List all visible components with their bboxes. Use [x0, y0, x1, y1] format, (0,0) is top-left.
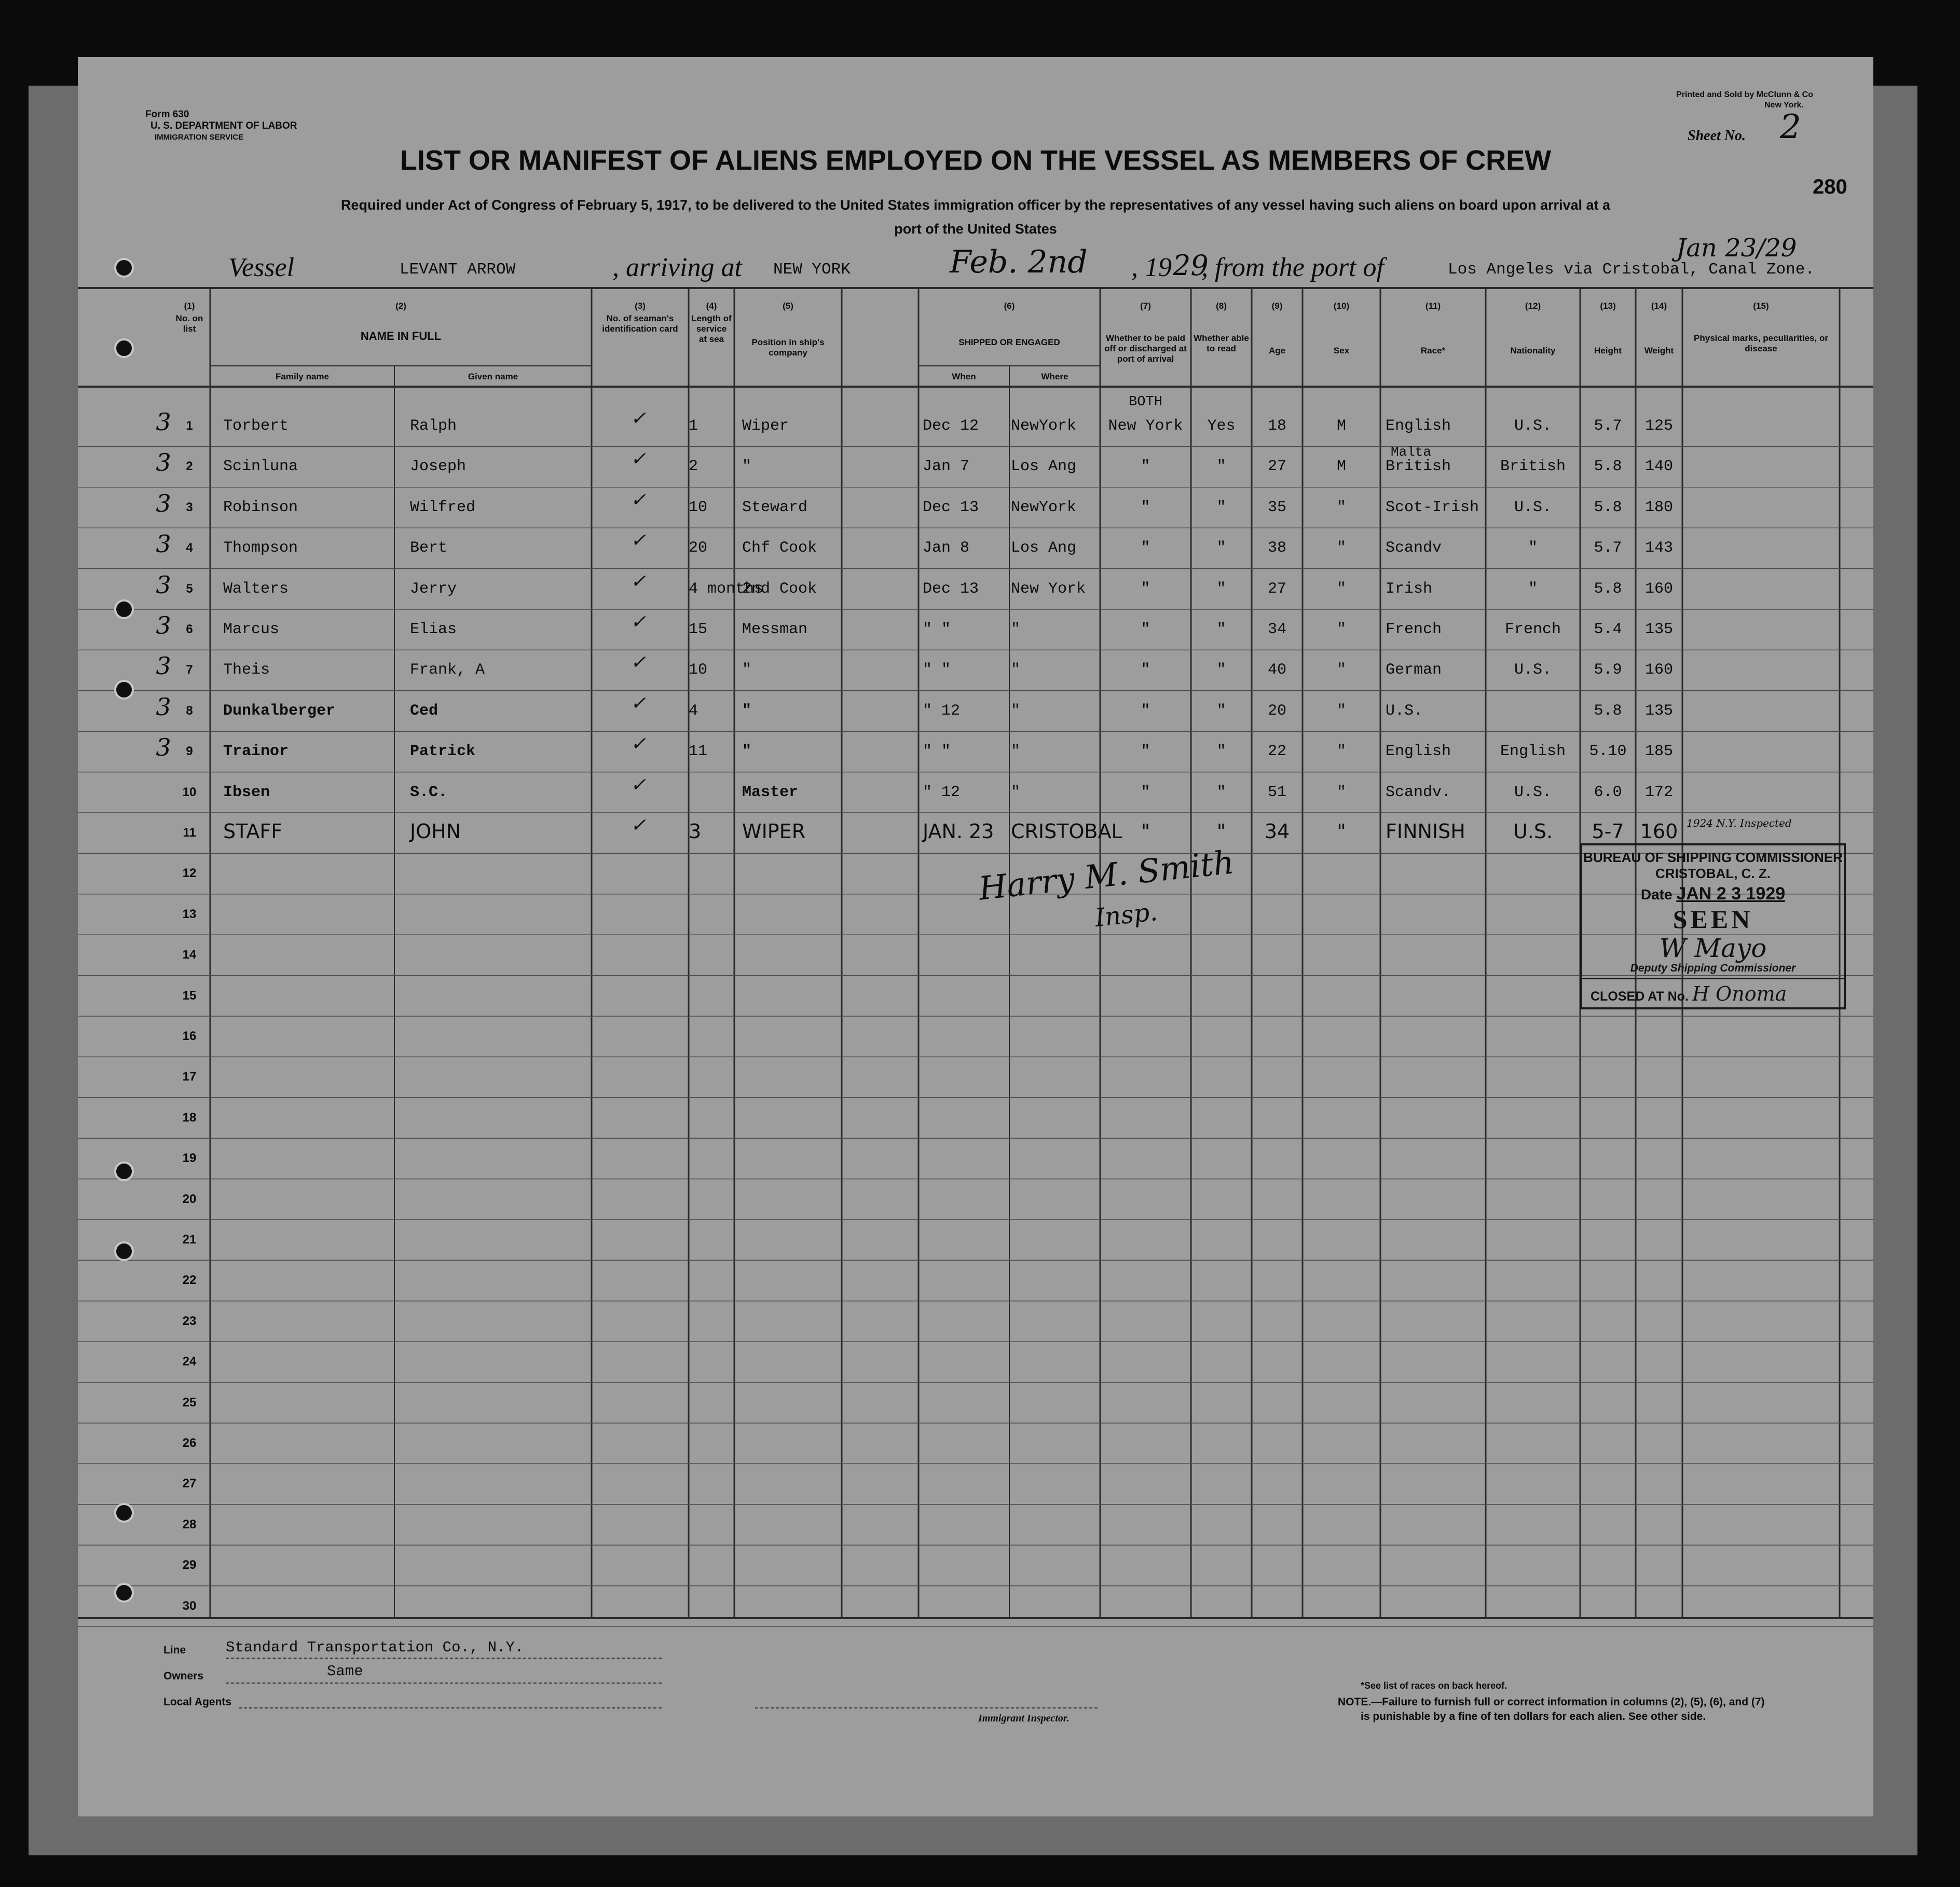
cell-read: " — [1216, 498, 1226, 516]
row-number: 22 — [182, 1273, 197, 1288]
cell-sex: M — [1336, 417, 1346, 435]
row-tick-mark: 3 — [156, 570, 171, 599]
cell-discharge: " — [1141, 702, 1150, 720]
cell-where: " — [1011, 661, 1021, 679]
cell-read: " — [1216, 580, 1226, 598]
cell-race: Irish — [1386, 580, 1433, 598]
stamp-closed-value: H Onoma — [1692, 982, 1787, 1005]
row-tick-mark: 3 — [156, 692, 171, 721]
col-name-header: NAME IN FULL — [360, 330, 442, 343]
col-marks-header: Physical marks, peculiarities, or disease — [1694, 333, 1828, 353]
cell-read: Yes — [1207, 417, 1236, 435]
cell-age: 27 — [1267, 580, 1286, 598]
col-shipped-num: (6) — [1004, 301, 1015, 311]
agents-rule — [239, 1707, 662, 1708]
cell-nationality: U.S. — [1514, 783, 1552, 801]
cell-service: 4 — [689, 702, 698, 720]
stamp-seen: SEEN — [1673, 905, 1753, 934]
cell-race: Scot-Irish — [1386, 498, 1479, 516]
cell-marks: 1924 N.Y. Inspected — [1687, 817, 1792, 829]
col-sex-header: Sex — [1333, 346, 1350, 355]
cell-where: NewYork — [1011, 417, 1077, 435]
cell-sex: " — [1336, 743, 1346, 761]
cell-read: " — [1216, 783, 1226, 801]
check-mark-icon: ✓ — [630, 611, 647, 633]
cell-weight: 160 — [1644, 661, 1673, 679]
cell-discharge: New York — [1108, 417, 1183, 435]
cell-read: " — [1216, 458, 1226, 476]
col-shipped-header: SHIPPED OR ENGAGED — [958, 337, 1060, 347]
cell-sex: M — [1336, 458, 1346, 476]
check-mark-icon: ✓ — [630, 408, 647, 429]
check-mark-icon: ✓ — [630, 774, 647, 796]
cell-height: 5.9 — [1594, 661, 1622, 679]
stamp-closed-label: CLOSED AT No. — [1591, 989, 1689, 1004]
cell-age: 38 — [1267, 539, 1286, 557]
row-number: 24 — [182, 1355, 197, 1369]
line-value: Standard Transportation Co., N.Y. — [226, 1639, 524, 1656]
cell-given: Jerry — [410, 580, 457, 598]
row-number: 2 — [186, 459, 193, 474]
cell-weight: 125 — [1644, 417, 1673, 435]
arrival-date: Feb. 2nd — [950, 244, 1088, 280]
binder-hole — [114, 599, 134, 619]
row-number: 23 — [182, 1314, 197, 1328]
row-number: 1 — [186, 419, 193, 433]
stamp-signature: W Mayo — [1659, 933, 1767, 963]
binder-hole — [114, 1583, 134, 1603]
cell-where: CRISTOBAL — [1011, 820, 1122, 843]
cell-age: 51 — [1267, 783, 1286, 801]
cell-race: French — [1386, 621, 1442, 638]
cell-position: 2nd Cook — [742, 580, 817, 598]
cell-family: Scinluna — [223, 458, 298, 476]
cell-weight: 180 — [1644, 498, 1673, 516]
cell-nationality: U.S. — [1514, 661, 1552, 679]
line-label: Line — [163, 1644, 186, 1656]
col-read-header: Whether able to read — [1194, 333, 1249, 353]
sheet-label: Sheet No. — [1688, 128, 1746, 144]
cell-position: Chf Cook — [742, 539, 817, 557]
cell-discharge: " — [1141, 661, 1150, 679]
cell-when: JAN. 23 — [923, 820, 994, 843]
arrival-port: NEW YORK — [773, 261, 851, 279]
cell-given: Ralph — [410, 417, 457, 435]
cell-position: " — [742, 661, 752, 679]
cell-where: New York — [1011, 580, 1086, 598]
cell-when: Dec 12 — [923, 417, 979, 435]
cell-height: 5.10 — [1589, 743, 1627, 761]
year-suffix: 29 — [1173, 249, 1209, 282]
stamp-bureau: BUREAU OF SHIPPING COMMISSIONER — [1583, 850, 1843, 865]
row-number: 28 — [182, 1517, 197, 1532]
printer-city: New York. — [1764, 101, 1804, 110]
cell-race: British — [1386, 458, 1451, 476]
cell-nationality: U.S. — [1513, 820, 1553, 843]
cell-given: Elias — [410, 621, 457, 638]
immigrant-inspector-label: Immigrant Inspector. — [978, 1713, 1070, 1724]
cell-nationality: English — [1500, 743, 1566, 761]
binder-hole — [114, 338, 134, 358]
cell-weight: 143 — [1644, 539, 1673, 557]
requirement-line-1: Required under Act of Congress of February 5, 1917, to be delivered to the United States immigration officer by the representatives of any vessel having such aliens on board upon arrival at a — [340, 197, 1611, 213]
cell-age: 40 — [1267, 661, 1286, 679]
cell-discharge: " — [1141, 783, 1150, 801]
cell-weight: 185 — [1644, 743, 1673, 761]
binder-hole — [114, 1241, 134, 1261]
line-rule — [226, 1658, 662, 1659]
cell-discharge: " — [1141, 820, 1150, 843]
agents-label: Local Agents — [163, 1696, 232, 1708]
col-when-header: When — [952, 372, 976, 381]
row-number: 11 — [183, 826, 196, 840]
cell-given: Joseph — [410, 458, 467, 476]
col-idcard-num: (3) — [635, 301, 646, 311]
cell-weight: 135 — [1644, 702, 1673, 720]
vessel-label: Vessel — [228, 253, 295, 282]
cell-where: " — [1011, 702, 1021, 720]
cell-nationality: U.S. — [1514, 417, 1552, 435]
row-tick-mark: 3 — [156, 611, 171, 639]
manifest-sheet — [78, 57, 1873, 1816]
inspector-signature: Harry M. Smith — [977, 843, 1236, 908]
col-race-header: Race* — [1420, 346, 1446, 355]
col-family-header: Family name — [276, 372, 329, 381]
cell-read: " — [1216, 743, 1226, 761]
check-mark-icon: ✓ — [630, 652, 647, 674]
fine-note-1: NOTE.—Failure to furnish full or correct information in columns (2), (5), (6), and (7) — [1338, 1696, 1765, 1708]
check-mark-icon: ✓ — [630, 733, 647, 755]
row-number: 8 — [186, 703, 193, 718]
cell-family: Torbert — [223, 417, 289, 435]
cell-sex: " — [1336, 498, 1346, 516]
row-number: 25 — [182, 1395, 197, 1410]
cell-age: 18 — [1267, 417, 1286, 435]
cell-service: 1 — [689, 417, 698, 435]
shipping-commissioner-stamp — [1580, 843, 1846, 1009]
cell-given: Ced — [410, 702, 438, 720]
cell-service: 10 — [689, 498, 708, 516]
cell-service: 10 — [689, 661, 708, 679]
cell-race: Scandv — [1386, 539, 1442, 557]
cell-where: Los Ang — [1011, 539, 1077, 557]
row-number: 20 — [182, 1192, 197, 1206]
cell-position: Steward — [742, 498, 808, 516]
cell-race: English — [1386, 743, 1451, 761]
cell-nationality: British — [1500, 458, 1566, 476]
departure-port: Los Angeles via Cristobal, Canal Zone. — [1448, 261, 1815, 279]
col-height-header: Height — [1594, 346, 1622, 355]
cell-race: Scandv. — [1386, 783, 1451, 801]
col-sex-num: (10) — [1333, 301, 1350, 311]
page-title: LIST OR MANIFEST OF ALIENS EMPLOYED ON THE VESSEL AS MEMBERS OF CREW — [400, 145, 1552, 176]
cell-age: 27 — [1267, 458, 1286, 476]
row-number: 21 — [182, 1233, 197, 1247]
cell-family: Dunkalberger — [223, 702, 336, 720]
row-tick-mark: 3 — [156, 652, 171, 680]
check-mark-icon: ✓ — [630, 489, 647, 511]
owners-label: Owners — [163, 1670, 204, 1682]
cell-discharge: " — [1141, 621, 1150, 638]
row-number: 13 — [182, 907, 197, 921]
cell-height: 5.7 — [1594, 539, 1622, 557]
row-number: 27 — [182, 1476, 197, 1491]
stamp-role: Deputy Shipping Commissioner — [1630, 962, 1796, 974]
cell-when: " " — [923, 661, 951, 679]
row-tick-mark: 3 — [156, 408, 171, 436]
cell-service: 11 — [689, 743, 708, 761]
stamp-date: JAN 2 3 1929 — [1676, 884, 1786, 904]
binder-hole — [114, 258, 134, 278]
cell-weight: 140 — [1644, 458, 1673, 476]
cell-height: 5.8 — [1594, 580, 1622, 598]
cell-service: 2 — [689, 458, 698, 476]
cell-nationality: " — [1528, 580, 1538, 598]
cell-sex: " — [1336, 702, 1346, 720]
printer: Printed and Sold by McClunn & Co — [1676, 90, 1813, 99]
binder-hole — [114, 1503, 134, 1523]
cell-where: Los Ang — [1011, 458, 1077, 476]
cell-where: " — [1011, 621, 1021, 638]
row-number: 15 — [182, 988, 197, 1003]
cell-age: 22 — [1267, 743, 1286, 761]
row-number: 18 — [182, 1110, 197, 1125]
cell-height: 5.8 — [1594, 458, 1622, 476]
inspector-abbrev: Insp. — [1093, 897, 1159, 933]
cell-read: " — [1216, 661, 1226, 679]
row-tick-mark: 3 — [156, 733, 171, 762]
cell-nationality: " — [1528, 539, 1538, 557]
cell-when: Dec 13 — [923, 580, 979, 598]
cell-nationality: French — [1504, 621, 1561, 638]
col-height-num: (13) — [1600, 301, 1616, 311]
cell-where: NewYork — [1011, 498, 1077, 516]
row-number: 3 — [186, 500, 193, 514]
cell-position: WIPER — [742, 820, 806, 843]
col-discharge-num: (7) — [1140, 301, 1151, 311]
cell-age: 34 — [1267, 621, 1286, 638]
col-idcard-header: No. of seaman's identification card — [602, 313, 678, 334]
cell-service: 20 — [689, 539, 708, 557]
col-no-num: (1) — [184, 301, 195, 311]
race-note: Malta — [1391, 444, 1432, 460]
row-tick-mark: 3 — [156, 448, 171, 477]
cell-given: JOHN — [410, 820, 461, 843]
cell-weight: 172 — [1644, 783, 1673, 801]
cell-discharge: " — [1141, 743, 1150, 761]
col-age-header: Age — [1268, 346, 1286, 355]
owners-rule — [226, 1683, 662, 1684]
row-number: 19 — [182, 1151, 197, 1166]
row-number: 7 — [186, 663, 193, 677]
cell-sex: " — [1336, 621, 1346, 638]
cell-height: 5.4 — [1594, 621, 1622, 638]
cell-sex: " — [1336, 661, 1346, 679]
vessel-name: LEVANT ARROW — [400, 261, 516, 279]
inspector-rule — [755, 1707, 1098, 1708]
col-discharge-header: Whether to be paid off or discharged at port of arrival — [1104, 333, 1187, 364]
stamp-place: CRISTOBAL, C. Z. — [1655, 866, 1771, 881]
both-note: BOTH — [1129, 394, 1162, 410]
cell-family: Theis — [223, 661, 270, 679]
cell-read: " — [1216, 702, 1226, 720]
sheet-number: 2 — [1780, 108, 1801, 146]
cell-weight: 160 — [1644, 580, 1673, 598]
col-where-header: Where — [1041, 372, 1068, 381]
cell-position: " — [742, 743, 752, 761]
cell-age: 34 — [1264, 820, 1290, 843]
col-given-header: Given name — [468, 372, 518, 381]
cell-given: Wilfred — [410, 498, 476, 516]
check-mark-icon: ✓ — [630, 692, 647, 714]
row-number: 26 — [182, 1436, 197, 1450]
col-no-header: No. on list — [175, 313, 203, 334]
col-age-num: (9) — [1271, 301, 1283, 311]
row-number: 12 — [182, 866, 197, 881]
row-number: 17 — [182, 1070, 197, 1084]
cell-race: FINNISH — [1386, 820, 1465, 843]
requirement-line-2: port of the United States — [894, 221, 1057, 237]
races-note: *See list of races on back hereof. — [1361, 1680, 1507, 1691]
cell-family: Trainor — [223, 743, 289, 761]
row-number: 5 — [186, 581, 193, 596]
cell-service: 4 months — [689, 580, 764, 598]
col-position-num: (5) — [783, 301, 793, 311]
cell-position: " — [742, 458, 752, 476]
service: IMMIGRATION SERVICE — [155, 133, 244, 142]
col-name-num: (2) — [395, 301, 406, 311]
cell-height: 5-7 — [1592, 820, 1624, 843]
form-number: Form 630 — [145, 109, 189, 120]
cell-position: Wiper — [742, 417, 789, 435]
binder-hole — [114, 1161, 134, 1181]
cell-when: " 12 — [923, 783, 961, 801]
cell-when: " " — [923, 743, 951, 761]
cell-height: 5.7 — [1594, 417, 1622, 435]
row-number: 9 — [186, 744, 193, 759]
cell-race: English — [1386, 417, 1451, 435]
cell-given: Frank, A — [410, 661, 485, 679]
cell-where: " — [1011, 783, 1021, 801]
row-tick-mark: 3 — [156, 489, 171, 517]
year-prefix: , 19 — [1131, 253, 1172, 282]
row-number: 29 — [182, 1558, 197, 1572]
cell-discharge: " — [1141, 580, 1150, 598]
cell-when: " 12 — [923, 702, 961, 720]
cell-family: Marcus — [223, 621, 280, 638]
cell-age: 35 — [1267, 498, 1286, 516]
cell-given: S.C. — [410, 783, 448, 801]
cell-when: Jan 8 — [923, 539, 970, 557]
cell-position: Messman — [742, 621, 808, 638]
cell-height: 5.8 — [1594, 702, 1622, 720]
cell-race: U.S. — [1386, 702, 1423, 720]
cell-given: Bert — [410, 539, 448, 557]
cell-read: " — [1216, 820, 1226, 843]
col-weight-num: (14) — [1651, 301, 1667, 311]
handwritten-date: Jan 23/29 — [1676, 234, 1797, 263]
col-marks-num: (15) — [1753, 301, 1769, 311]
row-number: 16 — [182, 1029, 197, 1043]
cell-read: " — [1216, 539, 1226, 557]
row-tick-mark: 3 — [156, 530, 171, 558]
arriving-label: , arriving at — [612, 253, 742, 282]
cell-family: Robinson — [223, 498, 298, 516]
cell-family: STAFF — [223, 820, 283, 843]
cell-age: 20 — [1267, 702, 1286, 720]
cell-race: German — [1386, 661, 1442, 679]
stamp-date-label: Date — [1640, 886, 1673, 903]
cell-discharge: " — [1141, 498, 1150, 516]
col-weight-header: Weight — [1644, 346, 1674, 355]
page-stamp: 280 — [1813, 175, 1847, 198]
cell-sex: " — [1336, 783, 1346, 801]
check-mark-icon: ✓ — [630, 448, 647, 470]
cell-height: 6.0 — [1594, 783, 1622, 801]
cell-sex: " — [1336, 580, 1346, 598]
cell-nationality: U.S. — [1514, 498, 1552, 516]
col-race-num: (11) — [1425, 301, 1441, 311]
cell-service: 15 — [689, 621, 708, 638]
row-number: 10 — [182, 785, 197, 799]
cell-where: " — [1011, 743, 1021, 761]
check-mark-icon: ✓ — [630, 570, 647, 592]
cell-when: " " — [923, 621, 951, 638]
cell-family: Ibsen — [223, 783, 270, 801]
check-mark-icon: ✓ — [630, 530, 647, 552]
binder-hole — [114, 680, 134, 700]
cell-position: " — [742, 702, 752, 720]
cell-sex: " — [1336, 539, 1346, 557]
col-service-num: (4) — [706, 301, 717, 311]
cell-discharge: " — [1141, 458, 1150, 476]
cell-position: Master — [742, 783, 799, 801]
fine-note-2: is punishable by a fine of ten dollars for each alien. See other side. — [1361, 1711, 1706, 1722]
col-position-header: Position in ship's company — [751, 337, 825, 358]
cell-family: Thompson — [223, 539, 298, 557]
check-mark-icon: ✓ — [630, 815, 647, 836]
row-number: 6 — [186, 622, 193, 636]
cell-when: Jan 7 — [923, 458, 970, 476]
cell-sex: " — [1337, 820, 1346, 843]
cell-weight: 135 — [1644, 621, 1673, 638]
col-nationality-header: Nationality — [1510, 346, 1556, 355]
row-number: 30 — [182, 1598, 197, 1613]
col-service-header: Length of service at sea — [691, 313, 732, 344]
cell-discharge: " — [1141, 539, 1150, 557]
cell-family: Walters — [223, 580, 289, 598]
row-number: 14 — [182, 948, 197, 962]
owners-value: Same — [327, 1663, 363, 1680]
cell-height: 5.8 — [1594, 498, 1622, 516]
col-read-num: (8) — [1216, 301, 1227, 311]
department: U. S. DEPARTMENT OF LABOR — [150, 120, 297, 131]
col-nationality-num: (12) — [1525, 301, 1541, 311]
from-port-label: , from the port of — [1201, 253, 1384, 282]
cell-weight: 160 — [1640, 820, 1678, 843]
cell-service: 3 — [689, 820, 702, 843]
cell-given: Patrick — [410, 743, 476, 761]
cell-read: " — [1216, 621, 1226, 638]
row-number: 4 — [186, 541, 193, 555]
cell-when: Dec 13 — [923, 498, 979, 516]
